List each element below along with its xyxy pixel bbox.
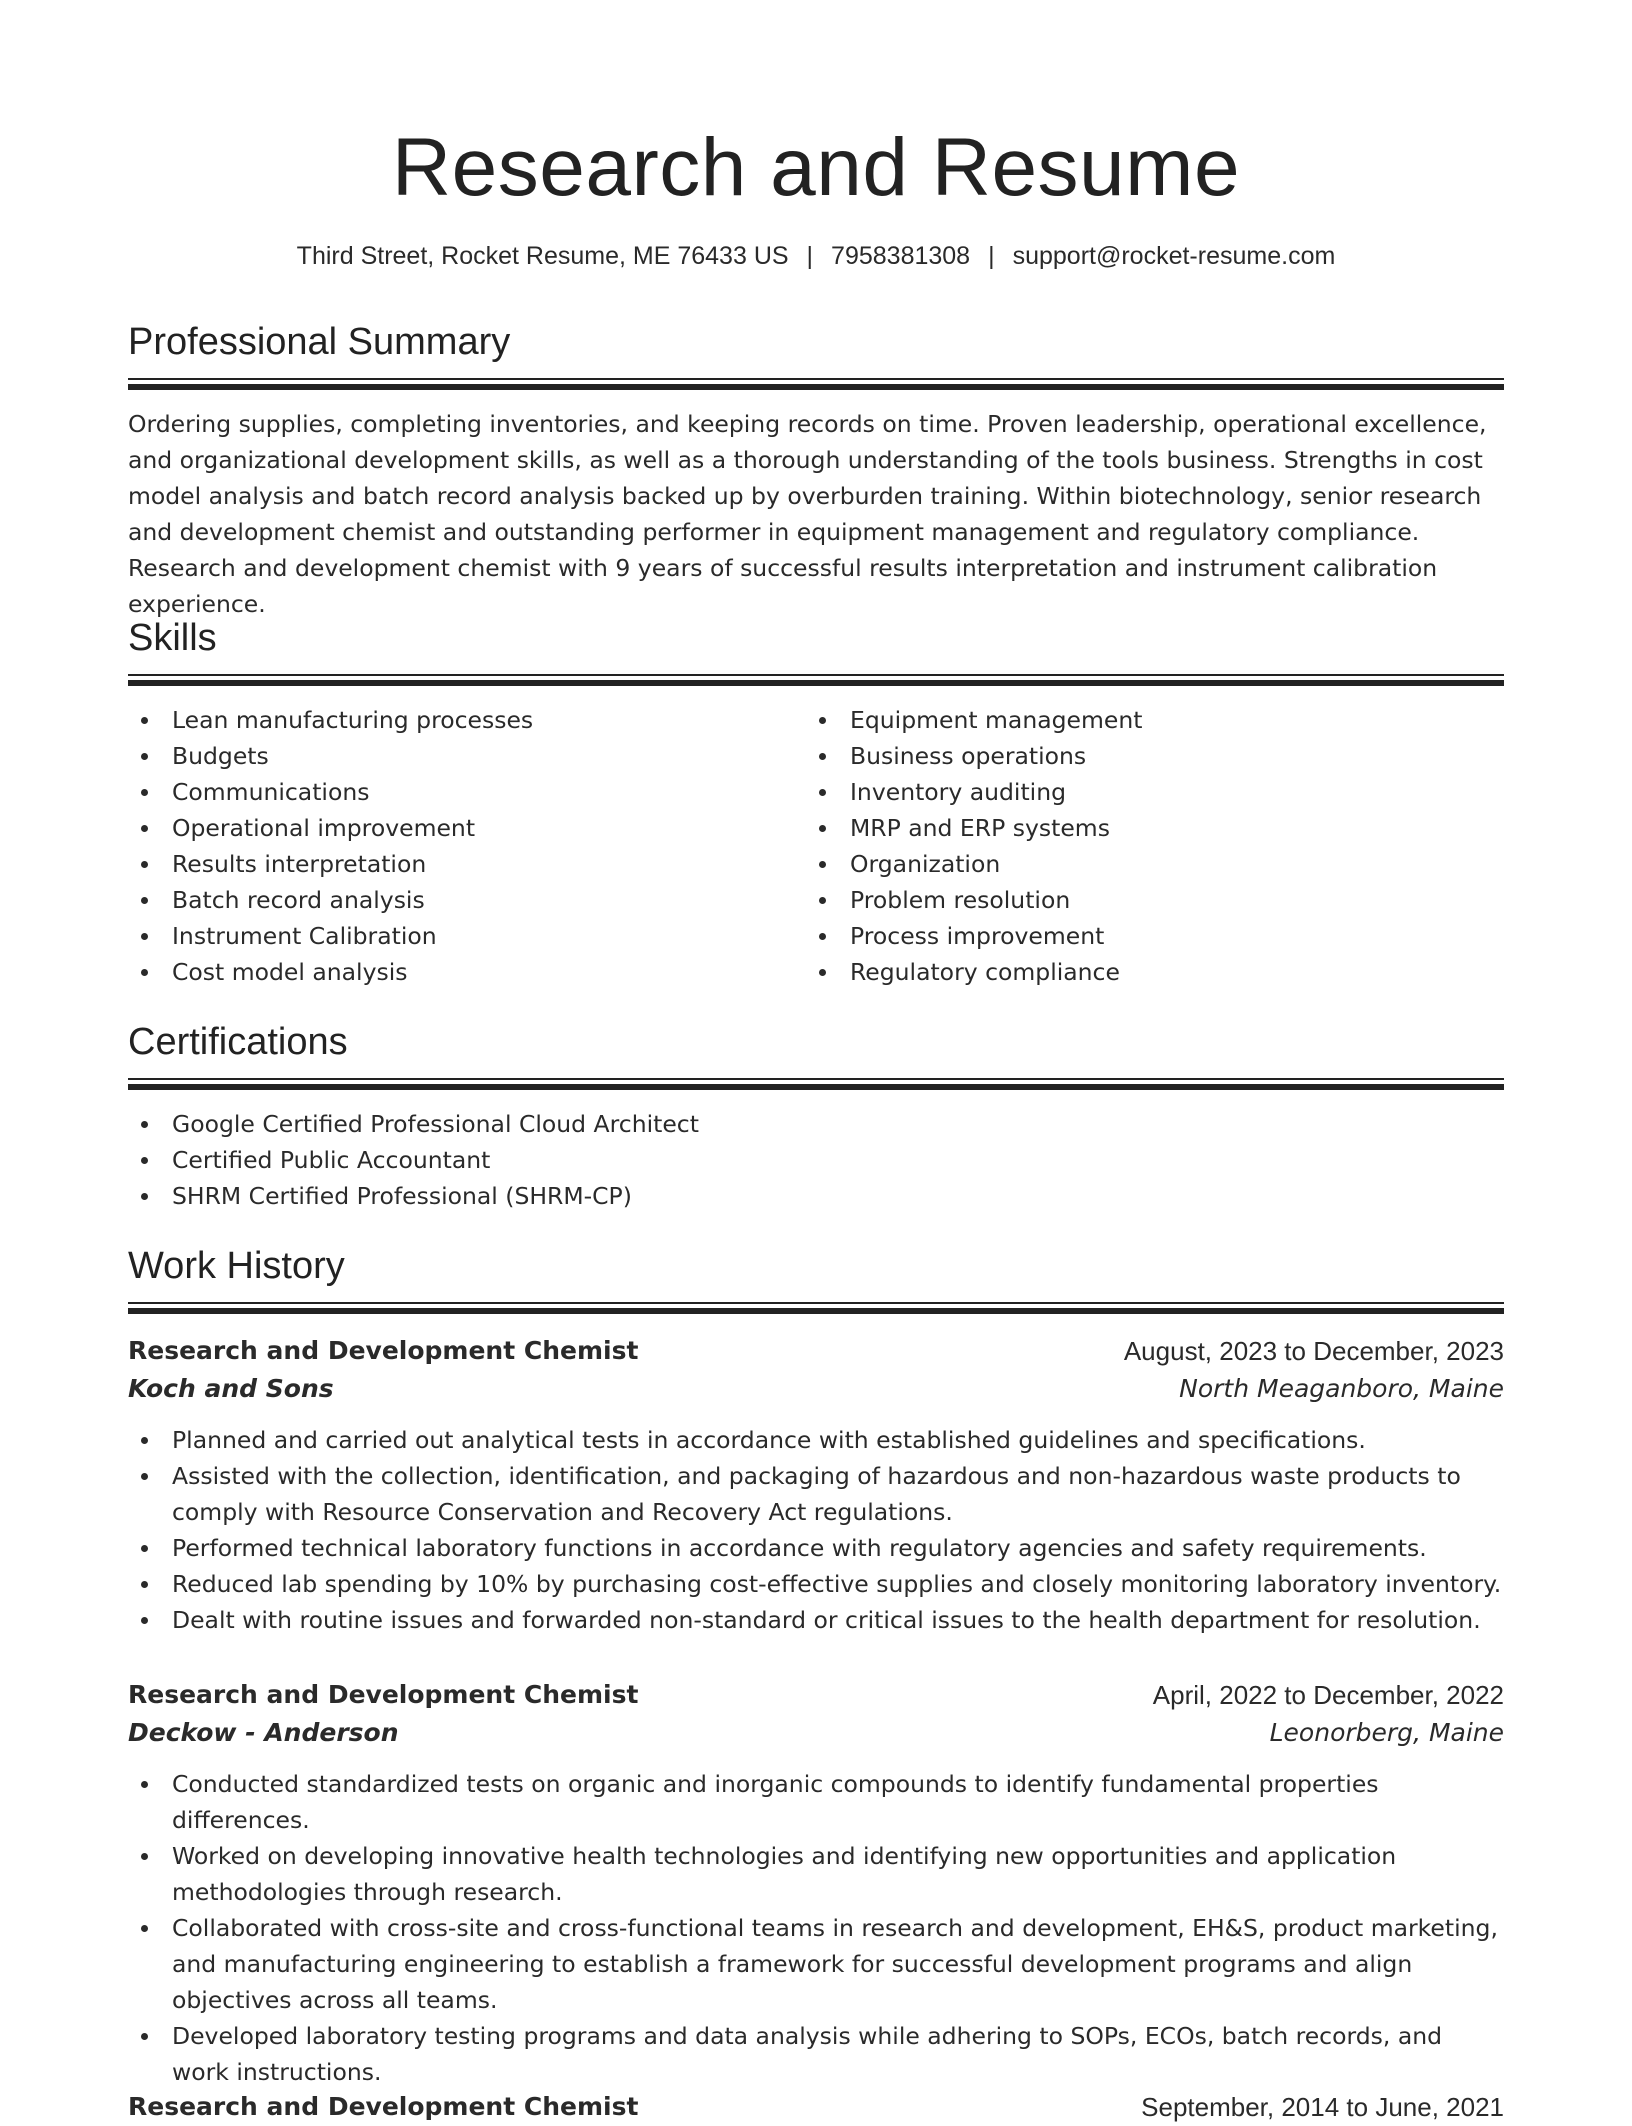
skills-list-right [806, 702, 1446, 990]
job-entry [128, 1332, 1504, 1638]
skill-item: Business operations [806, 738, 1446, 774]
certification-item: Google Certified Professional Cloud Architect [128, 1106, 1504, 1142]
job-location: Leonorberg, Maine [1269, 1718, 1504, 1747]
skills-list-left [128, 702, 768, 990]
job-bullet: Conducted standardized tests on organic and inorganic compounds to identify fundamental properties differences. [128, 1766, 1504, 1838]
separator: | [806, 242, 814, 270]
job-dates: April, 2022 to December, 2022 [1152, 1680, 1504, 1710]
certification-item: SHRM Certified Professional (SHRM-CP) [128, 1178, 1504, 1214]
resume-name: Research and Resume [391, 122, 1241, 213]
job-bullet: Developed laboratory testing programs and data analysis while adhering to SOPs, ECOs, batch records, and work instructions. [128, 2018, 1504, 2090]
separator: | [988, 242, 995, 270]
certification-item: Certified Public Accountant [128, 1142, 1504, 1178]
skill-item: Organization [806, 846, 1446, 882]
job-title: Research and Development Chemist [128, 2092, 639, 2121]
certifications-list [128, 1106, 1504, 1214]
section-title-work-history: Work History [128, 1245, 345, 1287]
job-bullets [128, 1422, 1504, 1638]
job-company: Deckow - Anderson [128, 1718, 399, 1747]
skill-item: Process improvement [806, 918, 1446, 954]
address: Third Street, Rocket Resume, ME 76433 US [296, 242, 789, 270]
skill-item: Operational improvement [128, 810, 768, 846]
job-entry [128, 1676, 1504, 2090]
skill-item: Lean manufacturing processes [128, 702, 768, 738]
skill-item: Equipment management [806, 702, 1446, 738]
job-bullet: Assisted with the collection, identification, and packaging of hazardous and non-hazardous waste products to comply with Resource Conservation and Recovery Act regulations. [128, 1458, 1504, 1530]
job-bullet: Reduced lab spending by 10% by purchasing cost-effective supplies and closely monitoring laboratory inventory. [128, 1566, 1504, 1602]
job-bullets [128, 1766, 1504, 2090]
job-company: Koch and Sons [128, 1374, 334, 1403]
job-dates: August, 2023 to December, 2023 [1123, 1336, 1504, 1366]
skill-item: Regulatory compliance [806, 954, 1446, 990]
section-divider [128, 1078, 1504, 1090]
job-bullet: Collaborated with cross-site and cross-functional teams in research and development, EH&S, product marketing, and manufacturing engineering to establish a framework for successful development programs and align objectives across all teams. [128, 1910, 1504, 2018]
job-location: North Meaganboro, Maine [1179, 1374, 1504, 1403]
job-bullet: Planned and carried out analytical tests in accordance with established guidelines and specifications. [128, 1422, 1504, 1458]
skill-item: Instrument Calibration [128, 918, 768, 954]
skill-item: Problem resolution [806, 882, 1446, 918]
section-title-summary: Professional Summary [128, 321, 511, 363]
section-divider [128, 1302, 1504, 1314]
section-title-certifications: Certifications [128, 1021, 348, 1063]
job-bullet: Performed technical laboratory functions in accordance with regulatory agencies and safety requirements. [128, 1530, 1504, 1566]
skill-item: Cost model analysis [128, 954, 768, 990]
email: support@rocket-resume.com [1012, 242, 1336, 270]
phone: 7958381308 [831, 242, 971, 270]
skill-item: Results interpretation [128, 846, 768, 882]
contact-line [0, 238, 1632, 274]
job-dates: September, 2014 to June, 2021 [1141, 2092, 1504, 2122]
section-divider [128, 674, 1504, 686]
job-title: Research and Development Chemist [128, 1336, 639, 1365]
skill-item: Budgets [128, 738, 768, 774]
section-title-skills: Skills [128, 617, 217, 659]
job-bullet: Dealt with routine issues and forwarded non-standard or critical issues to the health department for resolution. [128, 1602, 1504, 1638]
skill-item: Communications [128, 774, 768, 810]
job-title: Research and Development Chemist [128, 1680, 639, 1709]
skill-item: Inventory auditing [806, 774, 1446, 810]
skill-item: Batch record analysis [128, 882, 768, 918]
job-bullet: Worked on developing innovative health technologies and identifying new opportunities and application methodologies through research. [128, 1838, 1504, 1910]
summary-text: Ordering supplies, completing inventories, and keeping records on time. Proven leadership, operational excellence, and organizational development skills, as well as a thorough understanding of the tools business. Strengths in cost model analysis and batch record analysis backed up by overburden training. Within biotechnology, senior research and development chemist and outstanding performer in equipment management and regulatory compliance. Research and development chemist with 9 years of successful results interpretation and instrument calibration experience. [128, 410, 1487, 618]
skill-item: MRP and ERP systems [806, 810, 1446, 846]
section-divider [128, 378, 1504, 390]
job-entry [128, 2088, 1504, 2126]
